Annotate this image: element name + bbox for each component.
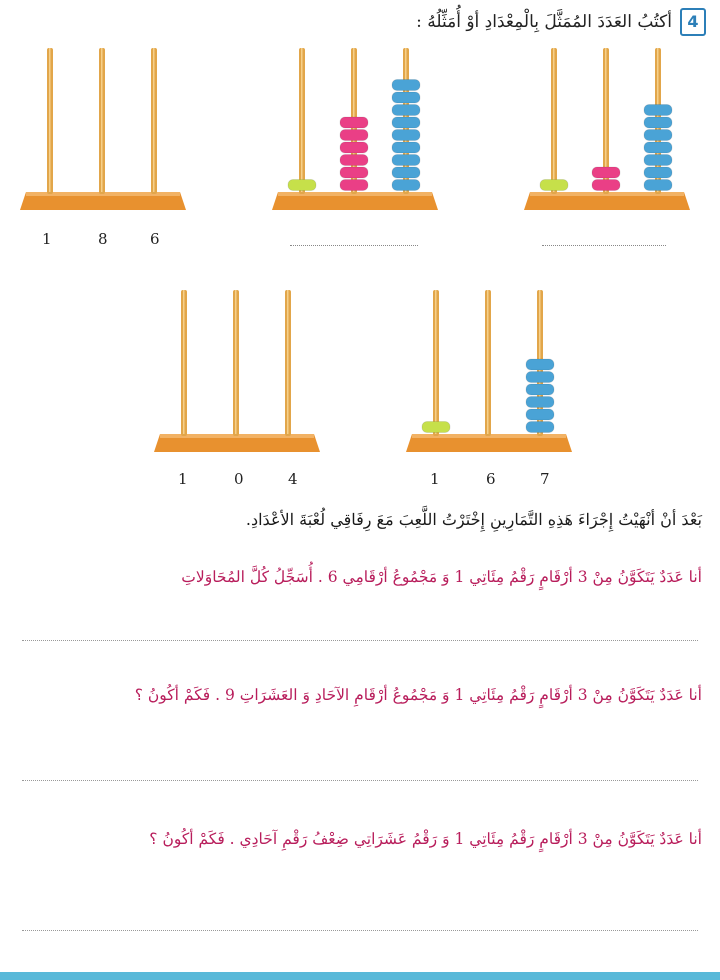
bead-tens	[340, 142, 368, 153]
abacus-rod-highlight	[487, 290, 489, 434]
bead-units	[644, 155, 672, 166]
abacus-rod-highlight	[49, 48, 51, 192]
bead-units	[392, 130, 420, 141]
question-2: أنا عَدَدٌ يَتَكَوَّنُ مِنْ 3 أرْقَامٍ رَقْمُ مِئَاتِي 1 وَ مَجْمُوعُ أرْقَامِ الآحَادِ وَ العَشَرَاتِ 9 . فَكَمْ أكُونُ ؟	[134, 686, 702, 704]
intro-text: بَعْدَ أنْ أنْهَيْتُ إِجْرَاءَ هَذِهِ التَّمَارِينِ إِخْتَرْتُ اللَّعِبَ مَعَ رِفَاقِي لُعْبَةَ الأعْدَادِ.	[245, 510, 702, 529]
bead-tens	[592, 180, 620, 191]
bead-units	[644, 117, 672, 128]
abacus-1-digit-hundreds: 1	[42, 230, 52, 248]
abacus-1-digit-tens: 8	[98, 230, 108, 248]
abacus-1	[20, 40, 186, 220]
abacus-rod-highlight	[301, 48, 303, 192]
bead-units	[526, 372, 554, 383]
bead-tens	[340, 155, 368, 166]
question-3-answer-line[interactable]	[22, 930, 698, 931]
abacus-rod-highlight	[153, 48, 155, 192]
abacus-2	[272, 40, 438, 220]
exercise-title: أكتُبُ العَدَدَ المُمَثَّلَ بِالْمِعْدَادِ أوْ أُمَثِّلُهُ :	[416, 12, 672, 32]
abacus-5-digit-hundreds: 1	[430, 470, 440, 488]
bead-tens	[340, 167, 368, 178]
abacus-rod-highlight	[101, 48, 103, 192]
abacus-5-digit-units: 7	[540, 470, 550, 488]
abacus-4-digit-units: 4	[288, 470, 298, 488]
bead-units	[392, 117, 420, 128]
bead-units	[644, 180, 672, 191]
bead-units	[392, 92, 420, 103]
question-1: أنا عَدَدٌ يَتَكَوَّنُ مِنْ 3 أرْقَامٍ رَقْمُ مِئَاتِي 1 وَ مَجْمُوعُ أرْقَامِي 6 . أُسَجِّلُ كُلَّ المُحَاوَلاتِ	[181, 568, 702, 586]
abacus-rod-highlight	[287, 290, 289, 434]
abacus-rod-highlight	[435, 290, 437, 434]
bead-units	[392, 167, 420, 178]
abacus-4-svg	[154, 282, 320, 462]
bead-hundreds	[288, 180, 316, 191]
bead-units	[526, 397, 554, 408]
question-1-answer-line[interactable]	[22, 640, 698, 641]
question-3: أنا عَدَدٌ يَتَكَوَّنُ مِنْ 3 أرْقَامٍ رَقْمُ مِئَاتِي 1 وَ رَقْمُ عَشَرَاتِي ضِعْفُ رَقْمِ آحَادِي . فَكَمْ أكُونُ ؟	[149, 830, 702, 848]
abacus-1-svg	[20, 40, 186, 220]
bead-units	[392, 80, 420, 91]
bead-units	[526, 384, 554, 395]
abacus-rod-highlight	[235, 290, 237, 434]
abacus-5-digit-tens: 6	[486, 470, 496, 488]
bead-units	[526, 409, 554, 420]
bead-units	[392, 180, 420, 191]
bead-hundreds	[422, 422, 450, 433]
abacus-5	[406, 282, 572, 462]
abacus-3	[524, 40, 690, 220]
bead-units	[392, 142, 420, 153]
bead-units	[526, 422, 554, 433]
abacus-3-svg	[524, 40, 690, 220]
bead-units	[644, 142, 672, 153]
exercise-number: 4	[680, 8, 706, 36]
abacus-4-digit-hundreds: 1	[178, 470, 188, 488]
bead-units	[526, 359, 554, 370]
question-2-answer-line[interactable]	[22, 780, 698, 781]
page-bottom-bar	[0, 972, 720, 980]
abacus-2-answer-blank[interactable]	[290, 245, 418, 246]
bead-units	[392, 155, 420, 166]
bead-units	[644, 130, 672, 141]
abacus-rod-highlight	[183, 290, 185, 434]
bead-hundreds	[540, 180, 568, 191]
bead-tens	[592, 167, 620, 178]
abacus-4	[154, 282, 320, 462]
abacus-1-digit-units: 6	[150, 230, 160, 248]
abacus-2-svg	[272, 40, 438, 220]
bead-tens	[340, 130, 368, 141]
abacus-4-digit-tens: 0	[234, 470, 244, 488]
bead-tens	[340, 117, 368, 128]
abacus-5-svg	[406, 282, 572, 462]
abacus-rod-highlight	[553, 48, 555, 192]
bead-tens	[340, 180, 368, 191]
bead-units	[392, 105, 420, 116]
bead-units	[644, 167, 672, 178]
bead-units	[644, 105, 672, 116]
exercise-header	[416, 8, 706, 36]
abacus-3-answer-blank[interactable]	[542, 245, 666, 246]
